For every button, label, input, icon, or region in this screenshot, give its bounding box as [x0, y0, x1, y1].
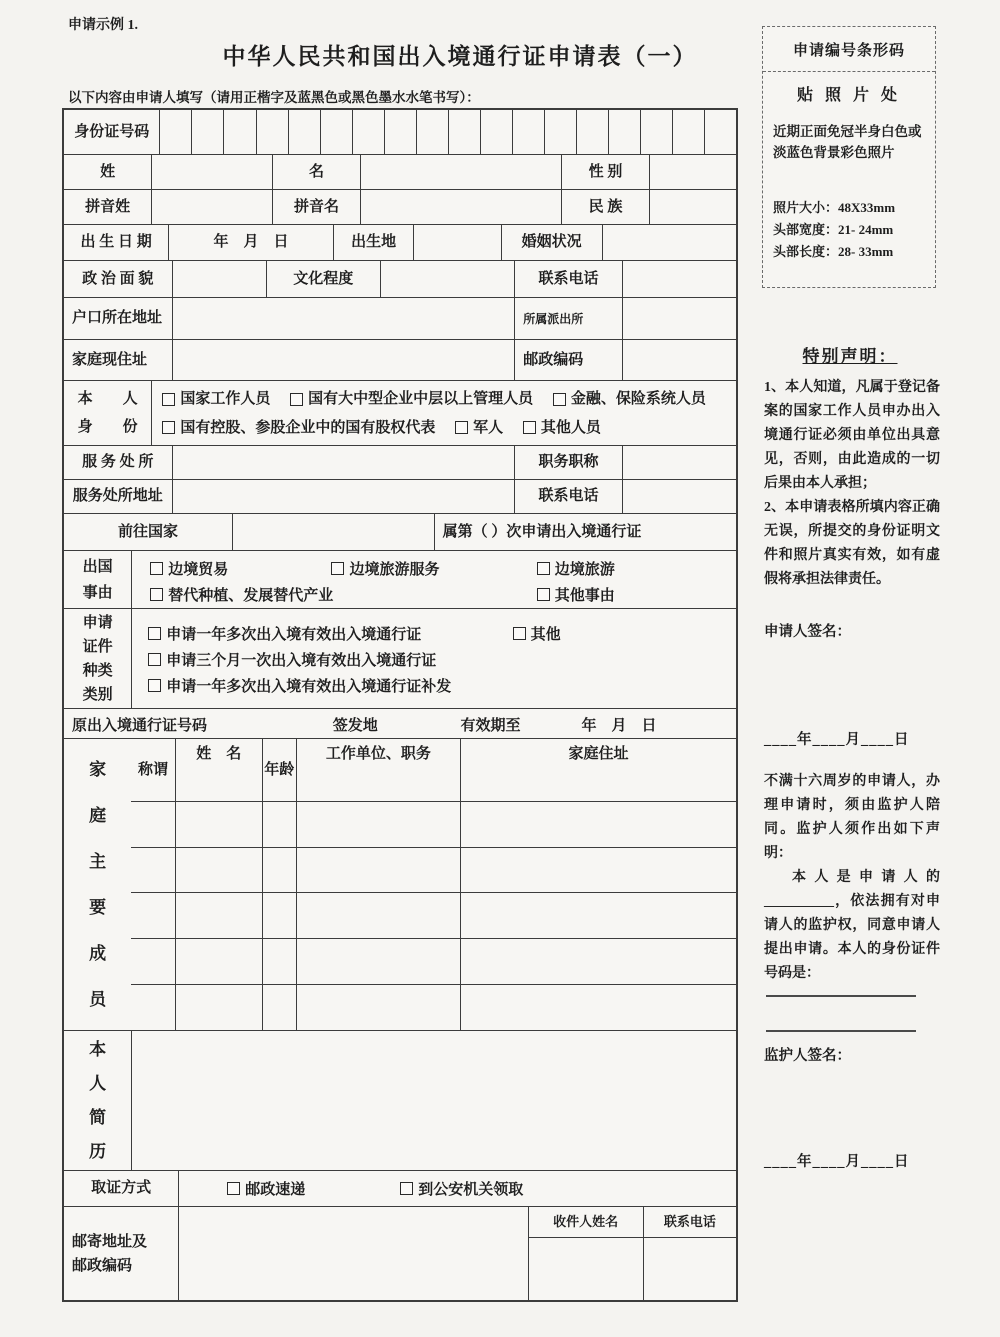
- family-address-cell[interactable]: [460, 848, 736, 893]
- photo-spec-head-width: 头部宽度：21- 24mm: [773, 222, 894, 237]
- identity-option-label: 国家工作人员: [180, 391, 271, 407]
- special-declaration-title: 特别声明：: [802, 347, 898, 366]
- purpose-option-checkbox[interactable]: [331, 562, 344, 575]
- recipient-phone-input-cell[interactable]: [643, 1238, 736, 1300]
- doctype-option-checkbox[interactable]: [148, 679, 161, 692]
- minor-note: 不满十六周岁的申请人，办理申请时，须由监护人陪同。监护人须作出如下声明：: [764, 774, 940, 861]
- given-name-label: 名: [272, 155, 359, 189]
- identity-option-label: 国有控股、参股企业中的国有股权代表: [180, 419, 436, 436]
- id-digit-cell[interactable]: [576, 110, 608, 154]
- identity-option-checkbox[interactable]: [523, 421, 536, 434]
- pickup-option-label: 邮政速递: [245, 1182, 306, 1198]
- workplace-phone-input-cell[interactable]: [622, 480, 736, 513]
- document-type-label: 申请 证件 种类 类别: [82, 614, 113, 703]
- guardian-statement: 本人是申请人的__________，依法拥有对申请人的监护权，同意申请人提出申请。本人的身份证件号码是：: [764, 870, 940, 981]
- surname-label: 姓: [100, 163, 116, 180]
- political-input-cell[interactable]: [172, 261, 266, 297]
- hukou-address-label: 户口所在地址: [72, 310, 163, 327]
- marital-input-cell[interactable]: [602, 225, 736, 260]
- purpose-option-checkbox[interactable]: [150, 588, 163, 601]
- id-digit-cell[interactable]: [159, 110, 191, 154]
- special-declaration-text: [764, 376, 940, 592]
- purpose-label: 出国 事由: [82, 558, 113, 601]
- family-name-cell[interactable]: [175, 939, 262, 984]
- education-input-cell[interactable]: [380, 261, 514, 297]
- document-type-row: [64, 608, 736, 708]
- purpose-option-label: 边境贸易: [168, 562, 229, 578]
- guardian-declaration-text: [764, 770, 940, 986]
- original-permit-number-label: 原出入境通行证号码: [72, 718, 208, 734]
- pickup-option-checkbox[interactable]: [400, 1182, 413, 1195]
- id-digit-cell[interactable]: [544, 110, 576, 154]
- guardian-id-rule-2: [766, 1030, 916, 1032]
- contact-phone-label: 联系电话: [514, 261, 622, 297]
- name-row: [64, 154, 736, 189]
- family-title-cell[interactable]: [131, 848, 175, 893]
- identity-row: [64, 380, 736, 445]
- doctype-option-label: 申请一年多次出入境有效出入境通行证补发: [166, 679, 452, 695]
- photo-description: 近期正面免冠半身白色或淡蓝色背景彩色照片: [773, 124, 922, 160]
- identity-option-checkbox[interactable]: [162, 421, 175, 434]
- gender-label: 性 别: [561, 155, 648, 189]
- id-digit-cell[interactable]: [672, 110, 704, 154]
- family-title-cell[interactable]: [131, 802, 175, 847]
- identity-option-checkbox[interactable]: [290, 393, 303, 406]
- purpose-row: [64, 550, 736, 608]
- id-digit-cell[interactable]: [480, 110, 512, 154]
- political-row: [64, 260, 736, 297]
- barcode-label: 申请编号条形码: [792, 42, 905, 59]
- hukou-row: [64, 297, 736, 339]
- birthplace-input-cell[interactable]: [413, 225, 500, 260]
- identity-option-checkbox[interactable]: [162, 393, 175, 406]
- id-digit-cell[interactable]: [352, 110, 384, 154]
- family-age-cell[interactable]: [262, 985, 296, 1030]
- resume-section: [64, 1030, 736, 1170]
- marital-label: 婚姻状况: [501, 225, 602, 260]
- postcode-input-cell[interactable]: [622, 340, 736, 380]
- destination-input-cell[interactable]: [232, 514, 434, 550]
- pickup-options: [178, 1171, 736, 1206]
- identity-option-label: 国有大中型企业中层以上管理人员: [308, 391, 534, 407]
- family-name-cell[interactable]: [175, 802, 262, 847]
- declaration-item-1: 1、本人知道，凡属于登记备案的国家工作人员申办出入境通行证必须由单位出具意见，否则，由此造成的一切后果由本人承担；: [764, 380, 940, 491]
- purpose-option-checkbox[interactable]: [150, 562, 163, 575]
- family-address-cell[interactable]: [460, 802, 736, 847]
- document-type-options: [132, 609, 736, 708]
- family-member-row: [131, 847, 736, 893]
- doctype-option-checkbox[interactable]: [148, 627, 161, 640]
- job-title-input-cell[interactable]: [622, 446, 736, 479]
- doctype-other-label: 其他: [530, 627, 561, 643]
- given-name-input-cell[interactable]: [360, 155, 562, 189]
- family-address-cell[interactable]: [460, 939, 736, 984]
- family-work-cell[interactable]: [296, 893, 461, 938]
- home-address-row: [64, 339, 736, 380]
- family-col-name: 姓 名: [175, 739, 262, 801]
- application-times-note: 属第（ ）次申请出入境通行证: [434, 514, 736, 550]
- valid-until-label: 有效期至: [460, 718, 521, 734]
- family-col-age: 年龄: [262, 739, 296, 801]
- identity-options: [152, 381, 736, 445]
- education-label: 文化程度: [266, 261, 380, 297]
- purpose-option-checkbox[interactable]: [537, 562, 550, 575]
- workplace-row: [64, 445, 736, 479]
- family-name-cell[interactable]: [175, 848, 262, 893]
- political-label: 政 治 面 貌: [82, 270, 154, 287]
- fill-instruction: 以下内容由申请人填写（请用正楷字及蓝黑色或黑色墨水水笔书写）：: [68, 90, 480, 105]
- doctype-option-label: 申请三个月一次出入境有效出入境通行证: [166, 653, 437, 669]
- family-age-cell[interactable]: [262, 802, 296, 847]
- identity-option-checkbox[interactable]: [455, 421, 468, 434]
- workplace-label: 服 务 处 所: [82, 454, 154, 471]
- family-age-cell[interactable]: [262, 893, 296, 938]
- family-member-row: [131, 892, 736, 938]
- guardian-id-rule-1: [766, 995, 916, 997]
- id-digit-cell[interactable]: [223, 110, 255, 154]
- doctype-option-checkbox[interactable]: [148, 653, 161, 666]
- id-digit-cell[interactable]: [704, 110, 736, 154]
- contact-phone-input-cell[interactable]: [622, 261, 736, 297]
- family-name-cell[interactable]: [175, 985, 262, 1030]
- purpose-option-label: 边境旅游服务: [349, 562, 440, 578]
- guardian-signature-label: 监护人签名：: [764, 1048, 851, 1064]
- family-work-cell[interactable]: [296, 802, 461, 847]
- pinyin-given-label: 拼音名: [272, 190, 359, 224]
- id-digit-cell[interactable]: [608, 110, 640, 154]
- identity-label: 本 人 身 份: [77, 391, 138, 435]
- destination-row: [64, 513, 736, 550]
- family-title-cell[interactable]: [131, 939, 175, 984]
- id-digit-cell[interactable]: [288, 110, 320, 154]
- sample-note: 申请示例 1.: [68, 18, 138, 33]
- form-title: 中华人民共和国出入境通行证申请表（一）: [222, 44, 698, 69]
- doctype-option-label: 申请一年多次出入境有效出入境通行证: [166, 627, 422, 643]
- barcode-area: [763, 27, 935, 72]
- hukou-address-input-cell[interactable]: [172, 298, 515, 339]
- family-col-work: 工作单位、职务: [296, 739, 461, 801]
- job-title-label: 职务职称: [514, 446, 622, 479]
- family-name-cell[interactable]: [175, 893, 262, 938]
- pickup-method-label: 取证方式: [91, 1180, 152, 1197]
- family-title-cell[interactable]: [131, 893, 175, 938]
- home-address-input-cell[interactable]: [172, 340, 515, 380]
- recipient-name-label: 收件人姓名: [553, 1213, 619, 1229]
- purpose-option-checkbox[interactable]: [537, 588, 550, 601]
- guardian-date-line: ____年____月____日: [764, 1154, 910, 1170]
- pinyin-row: [64, 189, 736, 224]
- pinyin-surname-input-cell[interactable]: [151, 190, 272, 224]
- id-digit-cell[interactable]: [384, 110, 416, 154]
- pickup-method-row: [64, 1170, 736, 1206]
- family-age-cell[interactable]: [262, 848, 296, 893]
- id-digit-cell[interactable]: [256, 110, 288, 154]
- birthdate-ymd-cell[interactable]: 年 月 日: [168, 225, 333, 260]
- id-number-label: 身份证号码: [74, 123, 150, 140]
- resume-side-label: 本人简历: [89, 1039, 107, 1161]
- ethnicity-label: 民 族: [561, 190, 648, 224]
- applicant-signature-label: 申请人签名：: [764, 624, 851, 640]
- workplace-phone-label: 联系电话: [514, 480, 622, 513]
- purpose-option-label: 其他事由: [554, 588, 615, 604]
- gender-input-cell[interactable]: [649, 155, 736, 189]
- id-digit-cell[interactable]: [512, 110, 544, 154]
- family-address-cell[interactable]: [460, 893, 736, 938]
- mailing-row: [64, 1206, 736, 1300]
- workplace-address-input-cell[interactable]: [172, 480, 515, 513]
- declaration-item-2: 2、本申请表格所填内容正确无误，所提交的身份证明文件和照片真实有效，如有虚假将承担法律责任。: [764, 500, 940, 587]
- family-member-row: [131, 938, 736, 984]
- workplace-address-label: 服务处所地址: [72, 488, 163, 505]
- birthplace-label: 出生地: [333, 225, 414, 260]
- police-station-input-cell[interactable]: [622, 298, 736, 339]
- police-station-label: 所属派出所: [514, 298, 622, 339]
- family-title-cell[interactable]: [131, 985, 175, 1030]
- home-address-label: 家庭现住址: [72, 351, 148, 368]
- recipient-name-input-cell[interactable]: [529, 1238, 643, 1300]
- identity-option-label: 军人: [473, 419, 504, 436]
- birthdate-label: 出 生 日 期: [80, 234, 152, 251]
- id-digit-cell[interactable]: [320, 110, 352, 154]
- identity-option-label: 金融、保险系统人员: [570, 391, 706, 407]
- birth-row: [64, 224, 736, 260]
- doctype-other-checkbox[interactable]: [513, 627, 526, 640]
- mailing-address-input-cell[interactable]: [178, 1207, 527, 1300]
- recipient-phone-label: 联系电话: [643, 1207, 736, 1237]
- family-address-cell[interactable]: [460, 985, 736, 1030]
- family-col-address: 家庭住址: [460, 739, 736, 801]
- resume-input-area[interactable]: [131, 1031, 736, 1170]
- pickup-option-label: 到公安机关领取: [418, 1182, 524, 1198]
- purpose-option-label: 替代种植、发展替代产业: [168, 588, 334, 604]
- workplace-input-cell[interactable]: [172, 446, 515, 479]
- postcode-label: 邮政编码: [514, 340, 622, 380]
- id-number-row: [64, 110, 736, 154]
- pinyin-surname-label: 拼音姓: [85, 198, 131, 215]
- identity-option-label: 其他人员: [540, 419, 601, 436]
- applicant-date-line: ____年____月____日: [764, 732, 910, 748]
- pinyin-given-input-cell[interactable]: [360, 190, 562, 224]
- id-digit-cell[interactable]: [191, 110, 223, 154]
- photo-paste-label: 贴 照 片 处: [796, 87, 901, 104]
- photo-panel: [762, 26, 936, 288]
- id-digit-cell[interactable]: [448, 110, 480, 154]
- family-work-cell[interactable]: [296, 985, 461, 1030]
- family-work-cell[interactable]: [296, 848, 461, 893]
- family-work-cell[interactable]: [296, 939, 461, 984]
- id-digit-cell[interactable]: [640, 110, 672, 154]
- application-form-table: [62, 108, 738, 1302]
- photo-spec-head-length: 头部长度：28- 33mm: [773, 244, 894, 259]
- destination-label: 前往国家: [117, 523, 178, 540]
- family-side-label: 家庭主要成员: [89, 759, 107, 1009]
- photo-spec-size: 照片大小：48X33mm: [773, 200, 896, 215]
- family-members-section: [64, 738, 736, 1030]
- family-member-row: [131, 984, 736, 1030]
- surname-input-cell[interactable]: [151, 155, 272, 189]
- mailing-address-label: 邮寄地址及 邮政编码: [72, 1233, 148, 1274]
- identity-option-checkbox[interactable]: [553, 393, 566, 406]
- family-header-row: [131, 739, 736, 801]
- purpose-option-label: 边境旅游: [554, 562, 615, 578]
- issue-place-label: 签发地: [332, 718, 378, 734]
- family-age-cell[interactable]: [262, 939, 296, 984]
- family-col-title: 称谓: [137, 761, 168, 778]
- valid-ymd-label: 年 月 日: [581, 718, 657, 734]
- original-permit-row: [64, 708, 736, 738]
- workplace-address-row: [64, 479, 736, 513]
- pickup-option-checkbox[interactable]: [227, 1182, 240, 1195]
- ethnicity-input-cell[interactable]: [649, 190, 736, 224]
- family-member-row: [131, 801, 736, 847]
- purpose-options: [132, 551, 736, 608]
- id-digit-cell[interactable]: [416, 110, 448, 154]
